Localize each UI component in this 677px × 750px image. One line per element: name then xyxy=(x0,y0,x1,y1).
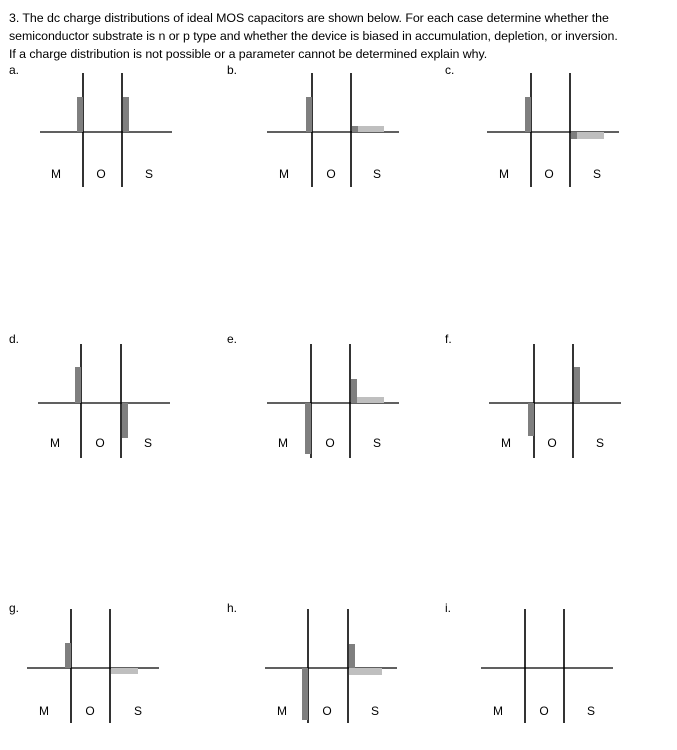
diagram-c xyxy=(445,63,619,187)
case-label-g: g. xyxy=(9,601,20,615)
case-label-d: d. xyxy=(9,332,20,346)
label-semiconductor: S xyxy=(133,704,143,718)
case-label-a: a. xyxy=(9,63,20,77)
diagram-b xyxy=(227,63,399,187)
label-semiconductor: S xyxy=(372,167,382,181)
label-semiconductor: S xyxy=(143,436,153,450)
diagram-i xyxy=(445,601,613,723)
diagram-a xyxy=(9,63,172,187)
label-metal: M xyxy=(51,167,61,181)
semiconductor-charge-bar xyxy=(123,97,129,132)
case-label-b: b. xyxy=(227,63,238,77)
diagram-g xyxy=(9,601,159,723)
label-oxide: O xyxy=(325,436,335,450)
label-oxide: O xyxy=(96,167,106,181)
diagram-d xyxy=(9,332,170,458)
metal-charge-bar xyxy=(75,367,81,403)
label-oxide: O xyxy=(85,704,95,718)
label-oxide: O xyxy=(322,704,332,718)
diagram-h xyxy=(227,601,397,723)
label-semiconductor: S xyxy=(370,704,380,718)
depletion-charge-bar xyxy=(349,668,382,675)
label-metal: M xyxy=(277,704,287,718)
case-label-i: i. xyxy=(445,601,451,615)
label-metal: M xyxy=(499,167,509,181)
label-oxide: O xyxy=(544,167,554,181)
sheet-charge-bar xyxy=(349,644,355,668)
metal-charge-bar xyxy=(77,97,83,132)
problem-line-1: 3. The dc charge distributions of ideal MOS capacitors are shown below. For each case determine whether the xyxy=(9,11,609,25)
metal-charge-bar xyxy=(305,403,311,454)
case-label-f: f. xyxy=(445,332,452,346)
diagram-f xyxy=(445,332,621,458)
sheet-charge-bar xyxy=(351,379,357,403)
case-label-h: h. xyxy=(227,601,238,615)
label-metal: M xyxy=(279,167,289,181)
label-metal: M xyxy=(50,436,60,450)
label-metal: M xyxy=(39,704,49,718)
label-oxide: O xyxy=(95,436,105,450)
label-metal: M xyxy=(278,436,288,450)
label-metal: M xyxy=(493,704,503,718)
metal-charge-bar xyxy=(528,403,534,436)
diagram-e xyxy=(227,332,399,458)
metal-charge-bar xyxy=(302,668,308,720)
depletion-charge-bar xyxy=(122,403,128,438)
case-label-c: c. xyxy=(445,63,455,77)
label-semiconductor: S xyxy=(144,167,154,181)
label-oxide: O xyxy=(326,167,336,181)
label-oxide: O xyxy=(539,704,549,718)
metal-charge-bar xyxy=(306,97,312,132)
case-label-e: e. xyxy=(227,332,238,346)
metal-charge-bar xyxy=(525,97,531,132)
depletion-charge-bar xyxy=(574,367,580,403)
sheet-charge-bar xyxy=(352,126,358,132)
label-oxide: O xyxy=(547,436,557,450)
label-metal: M xyxy=(501,436,511,450)
label-semiconductor: S xyxy=(595,436,605,450)
metal-charge-bar xyxy=(65,643,71,668)
problem-line-2: semiconductor substrate is n or p type and whether the device is biased in accumulation, depletion, or inversion. xyxy=(9,29,618,43)
label-semiconductor: S xyxy=(586,704,596,718)
label-semiconductor: S xyxy=(592,167,602,181)
label-semiconductor: S xyxy=(372,436,382,450)
depletion-charge-bar xyxy=(111,668,138,674)
problem-line-3: If a charge distribution is not possible or a parameter cannot be determined explain why. xyxy=(9,47,488,61)
sheet-charge-bar xyxy=(571,132,577,139)
